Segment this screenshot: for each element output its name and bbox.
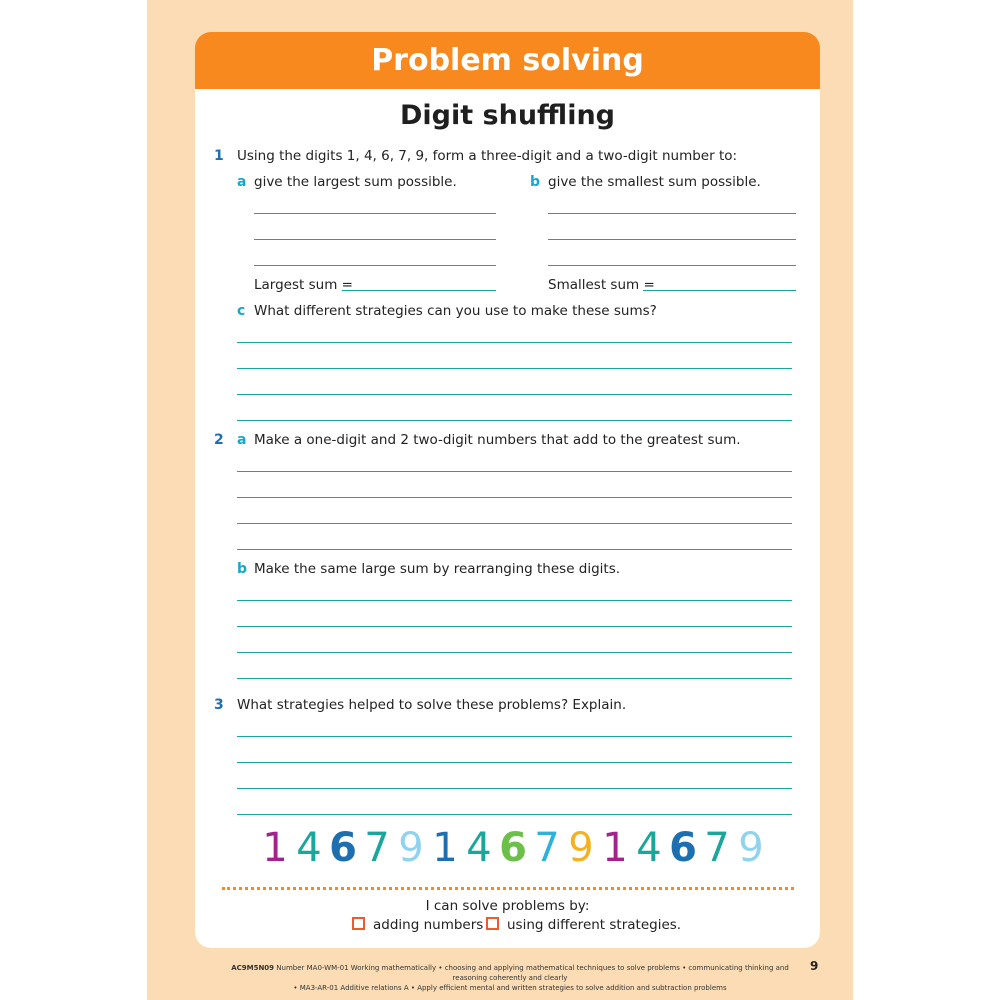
digit-strip-digit: 7 (364, 825, 390, 871)
checkbox[interactable] (352, 917, 365, 930)
smallest-sum-label: Smallest sum = (548, 277, 655, 293)
answer-line[interactable] (237, 368, 792, 369)
answer-line[interactable] (237, 762, 792, 763)
digit-strip-digit: 9 (738, 825, 764, 871)
answer-line[interactable] (254, 213, 496, 214)
digit-strip-digit: 7 (534, 825, 560, 871)
question-1-text: Using the digits 1, 4, 6, 7, 9, form a three-digit and a two-digit number to: (237, 148, 738, 164)
answer-line[interactable] (237, 394, 792, 395)
digit-strip-digit: 9 (398, 825, 424, 871)
question-1b-text: give the smallest sum possible. (548, 174, 761, 190)
self-check-option-label: using different strategies. (507, 917, 682, 933)
answer-line[interactable] (254, 265, 496, 266)
worksheet-panel (195, 32, 820, 948)
self-check-heading: I can solve problems by: (425, 898, 590, 914)
largest-sum-answer-line[interactable] (342, 290, 496, 291)
question-1-number: 1 (214, 148, 224, 164)
question-3-text: What strategies helped to solve these problems? Explain. (237, 697, 627, 713)
question-3-number: 3 (214, 697, 224, 713)
answer-line[interactable] (254, 239, 496, 240)
answer-line[interactable] (237, 788, 792, 789)
digit-strip-digit: 9 (568, 825, 594, 871)
smallest-sum-answer-line[interactable] (643, 290, 796, 291)
digit-strip-digit: 1 (432, 825, 458, 871)
question-1b-letter: b (530, 174, 541, 190)
question-1a-text: give the largest sum possible. (254, 174, 457, 190)
digit-strip-digit: 4 (636, 825, 662, 871)
digit-strip-digit: 4 (296, 825, 322, 871)
answer-line[interactable] (237, 600, 792, 601)
digit-strip (258, 825, 768, 871)
answer-line[interactable] (237, 626, 792, 627)
banner-heading: Problem solving (195, 32, 820, 89)
question-1c-letter: c (237, 303, 246, 319)
answer-line[interactable] (237, 523, 792, 524)
question-2a-text: Make a one-digit and 2 two-digit numbers that add to the greatest sum. (254, 432, 741, 448)
curriculum-line-1: Number MA0-WM-01 Working mathematically • choosing and applying mathematical techniques to solve problems • communicating thinking and reasoning coherently and clearly (276, 964, 789, 982)
digit-strip-digit: 6 (499, 825, 527, 871)
self-check-option-label: adding numbers (373, 917, 484, 933)
question-2-number: 2 (214, 432, 224, 448)
answer-line[interactable] (237, 471, 792, 472)
question-1a-letter: a (237, 174, 247, 190)
question-2b-letter: b (237, 561, 248, 577)
self-check-option-adding (352, 917, 483, 933)
self-check-option-strategies (486, 917, 681, 933)
dotted-divider (222, 887, 794, 890)
answer-line[interactable] (237, 652, 792, 653)
curriculum-code: AC9M5N09 (231, 964, 275, 972)
checkbox[interactable] (486, 917, 499, 930)
digit-strip-digit: 6 (669, 825, 697, 871)
answer-line[interactable] (548, 265, 796, 266)
answer-line[interactable] (237, 420, 792, 421)
question-1c-text: What different strategies can you use to make these sums? (254, 303, 657, 319)
digit-strip-digit: 1 (602, 825, 628, 871)
answer-line[interactable] (237, 814, 792, 815)
answer-line[interactable] (237, 549, 792, 550)
answer-line[interactable] (237, 342, 792, 343)
question-2b-text: Make the same large sum by rearranging these digits. (254, 561, 621, 577)
question-2a-letter: a (237, 432, 247, 448)
digit-strip-digit: 4 (466, 825, 492, 871)
answer-line[interactable] (237, 497, 792, 498)
digit-strip-digit: 7 (704, 825, 730, 871)
answer-line[interactable] (237, 678, 792, 679)
curriculum-footer (215, 963, 805, 993)
digit-strip-digit: 6 (329, 825, 357, 871)
page-title: Digit shuffling (399, 100, 615, 131)
curriculum-line-2: • MA3-AR-01 Additive relations A • Apply efficient mental and written strategies to solve addition and subtraction problems (293, 984, 727, 992)
page-number: 9 (810, 959, 819, 973)
largest-sum-label: Largest sum = (254, 277, 353, 293)
answer-line[interactable] (237, 736, 792, 737)
answer-line[interactable] (548, 213, 796, 214)
digit-strip-digit: 1 (262, 825, 288, 871)
answer-line[interactable] (548, 239, 796, 240)
